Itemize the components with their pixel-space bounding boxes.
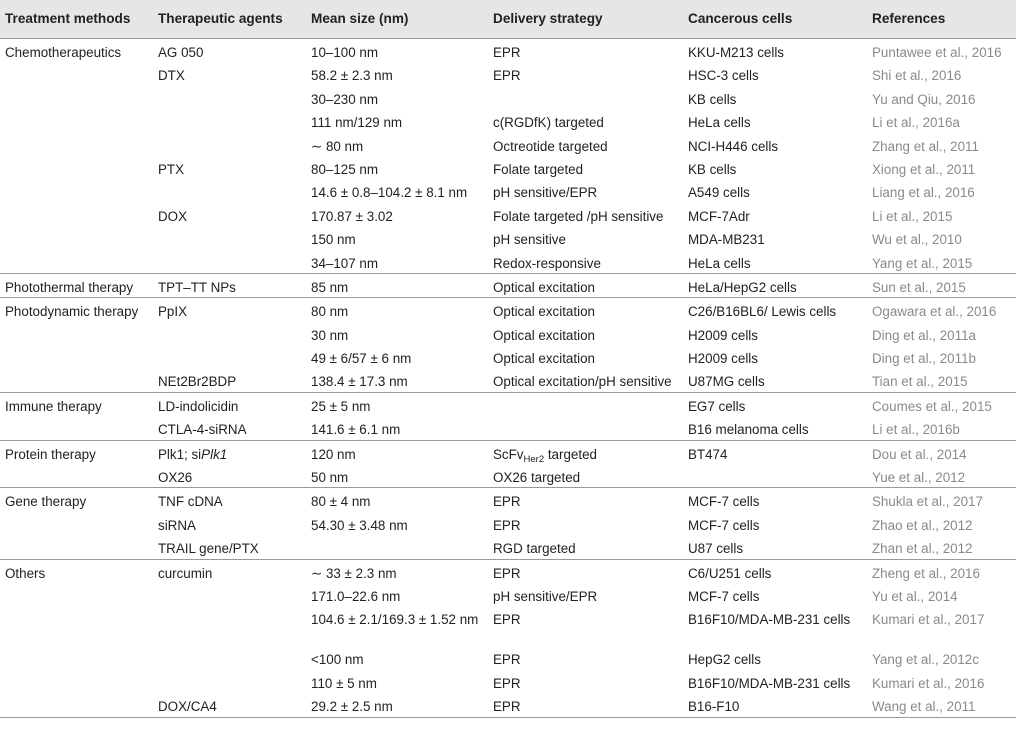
cell-cancerous-cells: MDA-MB231 <box>688 232 765 248</box>
cell-reference[interactable]: Ding et al., 2011a <box>872 327 976 343</box>
cell-mean-size: 170.87 ± 3.02 <box>311 208 393 224</box>
cell-delivery-strategy: pH sensitive <box>493 232 566 248</box>
cell-mean-size: 30–230 nm <box>311 91 379 107</box>
cell-cancerous-cells: MCF-7Adr <box>688 208 750 224</box>
cell-reference[interactable]: Liang et al., 2016 <box>872 185 975 201</box>
cell-delivery-strategy: EPR <box>493 699 521 715</box>
table-row <box>0 392 1016 416</box>
cell-mean-size: 58.2 ± 2.3 nm <box>311 68 393 84</box>
cell-mean-size: 138.4 ± 17.3 nm <box>311 374 408 390</box>
table-row <box>0 203 1016 226</box>
cell-delivery-strategy: EPR <box>493 68 521 84</box>
cell-therapeutic-agent: DTX <box>158 68 185 84</box>
cell-therapeutic-agent: AG 050 <box>158 45 204 60</box>
cell-delivery-strategy: Optical excitation/pH sensitive <box>493 374 672 390</box>
cell-cancerous-cells: HeLa cells <box>688 115 751 131</box>
cell-mean-size: 54.30 ± 3.48 nm <box>311 517 408 533</box>
cell-mean-size: 171.0–22.6 nm <box>311 588 401 604</box>
strategy-tail: targeted <box>544 446 597 462</box>
cell-therapeutic-agent: curcumin <box>158 565 213 581</box>
cell-cancerous-cells: HSC-3 cells <box>688 68 759 84</box>
cell-mean-size: 30 nm <box>311 327 349 343</box>
cell-delivery-strategy: c(RGDfK) targeted <box>493 115 604 131</box>
cell-treatment-method: Immune therapy <box>5 398 102 414</box>
cell-reference[interactable]: Kumari et al., 2016 <box>872 675 985 691</box>
cell-cancerous-cells: KKU-M213 cells <box>688 45 784 60</box>
cell-reference[interactable]: Tian et al., 2015 <box>872 374 968 390</box>
table-row <box>0 345 1016 368</box>
header-references: References <box>872 11 946 26</box>
table-row <box>0 583 1016 606</box>
cell-mean-size: 25 ± 5 nm <box>311 398 371 414</box>
cell-reference[interactable]: Ding et al., 2011b <box>872 351 976 367</box>
table-body <box>0 39 1016 718</box>
table-row <box>0 559 1016 583</box>
cell-cancerous-cells: MCF-7 cells <box>688 494 760 510</box>
cell-delivery-strategy: Redox-responsive <box>493 255 601 271</box>
cell-reference[interactable]: Xiong et al., 2011 <box>872 161 976 177</box>
cell-mean-size: 49 ± 6/57 ± 6 nm <box>311 351 412 367</box>
cell-reference[interactable]: Coumes et al., 2015 <box>872 398 992 414</box>
table-row <box>0 62 1016 85</box>
cell-mean-size: 80 nm <box>311 304 349 320</box>
cell-delivery-strategy: Octreotide targeted <box>493 138 608 154</box>
cell-cancerous-cells: HeLa cells <box>688 255 751 271</box>
cell-mean-size: 29.2 ± 2.5 nm <box>311 699 393 715</box>
header-therapeutic-agents: Therapeutic agents <box>158 11 283 26</box>
cell-cancerous-cells: KB cells <box>688 161 737 177</box>
cell-delivery-strategy: pH sensitive/EPR <box>493 185 598 201</box>
table-row <box>0 416 1016 439</box>
table-row <box>0 368 1016 391</box>
cell-cancerous-cells: H2009 cells <box>688 327 758 343</box>
cell-therapeutic-agent: TRAIL gene/PTX <box>158 541 259 557</box>
table-row <box>0 86 1016 109</box>
table-row <box>0 250 1016 273</box>
cell-reference[interactable]: Shi et al., 2016 <box>872 68 962 84</box>
cell-delivery-strategy: Optical excitation <box>493 327 595 343</box>
cell-treatment-method: Others <box>5 565 46 581</box>
cell-mean-size: 111 nm/129 nm <box>311 115 403 131</box>
cell-therapeutic-agent: DOX <box>158 208 188 224</box>
cell-reference[interactable]: Shukla et al., 2017 <box>872 494 983 510</box>
cell-reference[interactable]: Yang et al., 2012c <box>872 652 979 668</box>
cell-delivery-strategy: Optical excitation <box>493 351 595 367</box>
cell-treatment-method: Gene therapy <box>5 494 87 510</box>
table-header <box>0 0 1016 39</box>
cell-mean-size: 141.6 ± 6.1 nm <box>311 422 401 438</box>
cell-mean-size: 104.6 ± 2.1/169.3 ± 1.52 nm <box>311 612 479 628</box>
cell-reference[interactable]: Sun et al., 2015 <box>872 279 966 295</box>
table-row <box>0 226 1016 249</box>
cell-reference[interactable]: Wu et al., 2010 <box>872 232 962 248</box>
cell-cancerous-cells: C6/U251 cells <box>688 565 772 581</box>
cell-mean-size: <100 nm <box>311 652 364 668</box>
cell-reference[interactable]: Li et al., 2016b <box>872 422 960 438</box>
cell-cancerous-cells: BT474 <box>688 446 728 462</box>
cell-treatment-method: Protein therapy <box>5 446 96 462</box>
table-row <box>0 156 1016 179</box>
cell-delivery-strategy: EPR <box>493 612 521 628</box>
cell-reference[interactable]: Yu et al., 2014 <box>872 588 958 604</box>
cell-cancerous-cells: U87MG cells <box>688 374 765 390</box>
cell-reference[interactable]: Kumari et al., 2017 <box>872 612 985 628</box>
cell-therapeutic-agent: LD-indolicidin <box>158 398 239 414</box>
cell-mean-size: ∼ 80 nm <box>311 138 364 154</box>
cell-delivery-strategy: Folate targeted /pH sensitive <box>493 208 664 224</box>
table-row <box>0 39 1016 62</box>
cell-cancerous-cells: H2009 cells <box>688 351 758 367</box>
strategy-subscript: Her2 <box>523 453 545 465</box>
cell-therapeutic-agent: TPT–TT NPs <box>158 279 236 295</box>
table-row <box>0 109 1016 132</box>
cell-reference[interactable]: Zhang et al., 2011 <box>872 138 979 154</box>
cell-reference[interactable]: Li et al., 2016a <box>872 115 960 131</box>
cell-cancerous-cells: MCF-7 cells <box>688 588 760 604</box>
header-treatment-methods: Treatment methods <box>5 11 131 26</box>
cell-delivery-strategy: ScFv$_{Her2}$ targeted <box>493 446 597 465</box>
cell-therapeutic-agent: PpIX <box>158 304 188 320</box>
cell-therapeutic-agent: OX26 <box>158 470 193 486</box>
cell-delivery-strategy: EPR <box>493 494 521 510</box>
table-row <box>0 297 1016 321</box>
cell-delivery-strategy: Optical excitation <box>493 279 595 295</box>
cell-cancerous-cells: HepG2 cells <box>688 652 761 668</box>
cell-delivery-strategy: EPR <box>493 675 521 691</box>
cell-mean-size: 14.6 ± 0.8–104.2 ± 8.1 nm <box>311 185 468 201</box>
cell-cancerous-cells: B16 melanoma cells <box>688 422 809 438</box>
cell-mean-size: 50 nm <box>311 470 349 486</box>
header-mean-size: Mean size (nm) <box>311 11 409 26</box>
table-row <box>0 179 1016 202</box>
cell-reference[interactable]: Wang et al., 2011 <box>872 699 976 715</box>
cell-cancerous-cells: B16F10/MDA-MB-231 cells <box>688 612 851 628</box>
cell-therapeutic-agent: NEt2Br2BDP <box>158 374 237 390</box>
table-row <box>0 512 1016 535</box>
table-row <box>0 606 1016 646</box>
table-row <box>0 133 1016 156</box>
cell-delivery-strategy: Folate targeted <box>493 161 584 177</box>
cell-reference[interactable]: Puntawee et al., 2016 <box>872 45 1002 60</box>
gene-name-italic: Plk1 <box>201 446 228 462</box>
cell-mean-size: 34–107 nm <box>311 255 379 271</box>
header-delivery-strategy: Delivery strategy <box>493 11 603 26</box>
cell-delivery-strategy: EPR <box>493 565 521 581</box>
cell-therapeutic-agent: Plk1; siPlk1 <box>158 446 228 462</box>
cell-cancerous-cells: EG7 cells <box>688 398 746 414</box>
cell-reference[interactable]: Yue et al., 2012 <box>872 470 966 486</box>
table-row <box>0 535 1016 558</box>
cell-mean-size: 85 nm <box>311 279 349 295</box>
cell-cancerous-cells: B16-F10 <box>688 699 740 715</box>
cell-reference[interactable]: Yu and Qiu, 2016 <box>872 91 976 107</box>
cell-mean-size: 80 ± 4 nm <box>311 494 371 510</box>
cell-mean-size: 150 nm <box>311 232 356 248</box>
cell-cancerous-cells: MCF-7 cells <box>688 517 760 533</box>
cell-delivery-strategy: EPR <box>493 517 521 533</box>
cell-treatment-method: Photodynamic therapy <box>5 304 139 320</box>
cell-reference[interactable]: Zhan et al., 2012 <box>872 541 973 557</box>
cell-reference[interactable]: Dou et al., 2014 <box>872 446 967 462</box>
cell-mean-size: 10–100 nm <box>311 45 379 60</box>
cell-cancerous-cells: C26/B16BL6/ Lewis cells <box>688 304 837 320</box>
cell-delivery-strategy: pH sensitive/EPR <box>493 588 598 604</box>
table-row <box>0 670 1016 693</box>
cell-mean-size: ∼ 33 ± 2.3 nm <box>311 565 397 581</box>
cell-reference[interactable]: Zhao et al., 2012 <box>872 517 973 533</box>
cell-therapeutic-agent: TNF cDNA <box>158 494 223 510</box>
table-row <box>0 273 1016 297</box>
table-row <box>0 322 1016 345</box>
cell-cancerous-cells: KB cells <box>688 91 737 107</box>
table-row <box>0 464 1016 487</box>
cell-delivery-strategy: RGD targeted <box>493 541 576 557</box>
header-cancerous-cells: Cancerous cells <box>688 11 793 26</box>
cell-therapeutic-agent: siRNA <box>158 517 196 533</box>
cell-mean-size: 110 ± 5 nm <box>311 675 377 691</box>
cell-mean-size: 80–125 nm <box>311 161 379 177</box>
cell-treatment-method: Photothermal therapy <box>5 279 134 295</box>
cell-delivery-strategy: OX26 targeted <box>493 470 581 486</box>
cell-reference[interactable]: Li et al., 2015 <box>872 208 953 224</box>
cell-cancerous-cells: NCI-H446 cells <box>688 138 779 154</box>
table-row <box>0 487 1016 511</box>
cell-delivery-strategy: EPR <box>493 652 521 668</box>
cell-therapeutic-agent: PTX <box>158 161 185 177</box>
cell-mean-size: 120 nm <box>311 446 356 462</box>
cell-reference[interactable]: Zheng et al., 2016 <box>872 565 980 581</box>
cell-cancerous-cells: A549 cells <box>688 185 750 201</box>
cell-treatment-method: Chemotherapeutics <box>5 45 122 60</box>
cell-cancerous-cells: U87 cells <box>688 541 744 557</box>
cell-therapeutic-agent: DOX/CA4 <box>158 699 217 715</box>
table-row <box>0 693 1016 716</box>
table-row <box>0 646 1016 669</box>
cell-reference[interactable]: Yang et al., 2015 <box>872 255 973 271</box>
table-row <box>0 440 1016 464</box>
cell-cancerous-cells: B16F10/MDA-MB-231 cells <box>688 675 851 691</box>
cell-delivery-strategy: Optical excitation <box>493 304 595 320</box>
cell-therapeutic-agent: CTLA-4-siRNA <box>158 422 247 438</box>
cell-reference[interactable]: Ogawara et al., 2016 <box>872 304 997 320</box>
cell-cancerous-cells: HeLa/HepG2 cells <box>688 279 797 295</box>
cell-delivery-strategy: EPR <box>493 45 521 60</box>
